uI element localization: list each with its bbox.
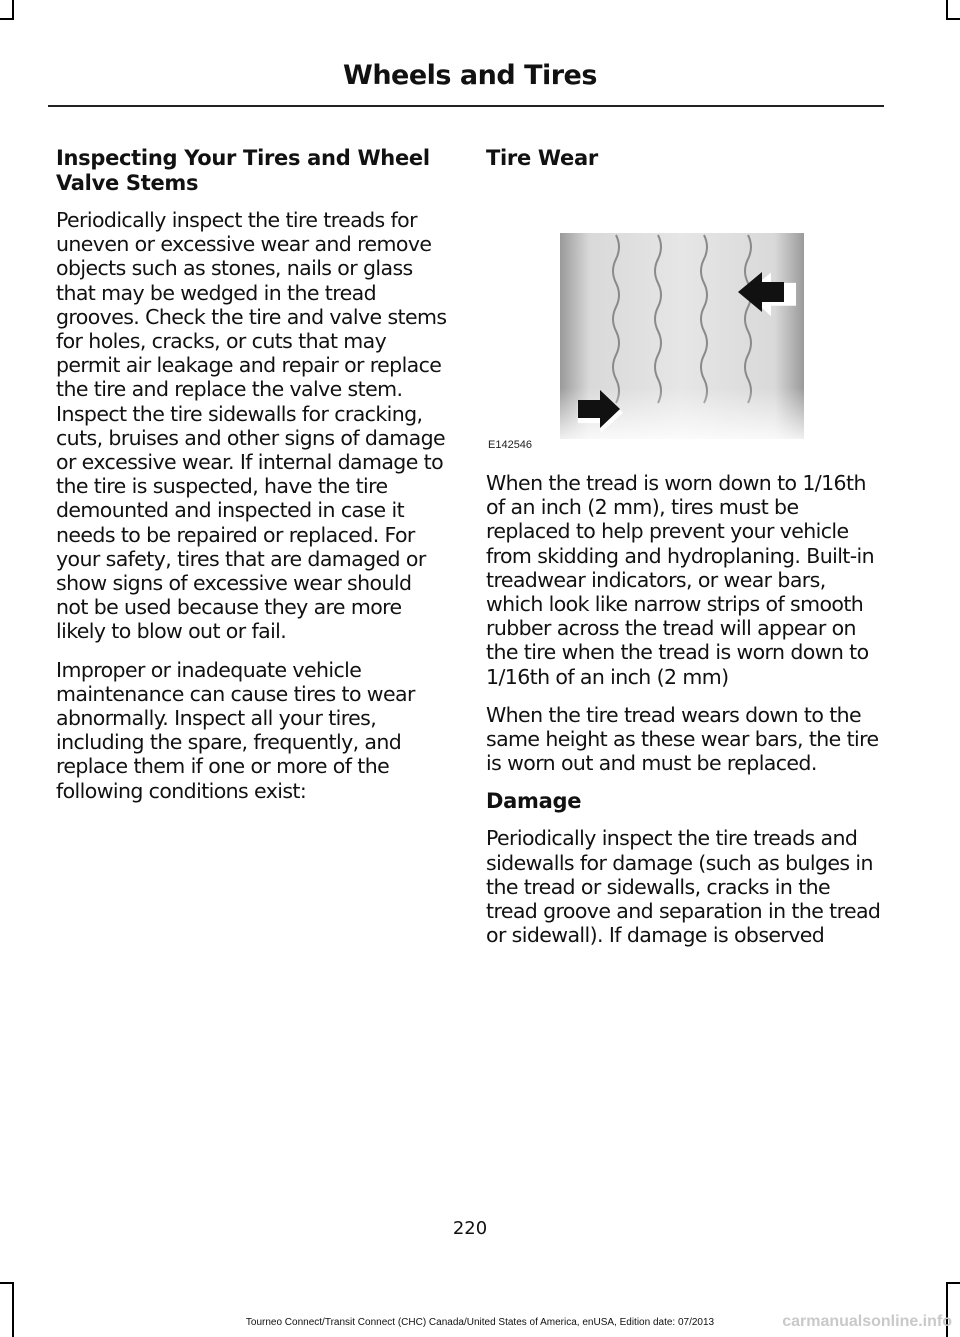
crop-mark-bottom-left-vertical xyxy=(12,1282,14,1337)
crop-mark-bottom-left-horizontal xyxy=(0,1282,14,1284)
right-column xyxy=(486,146,882,961)
crop-mark-top-left-horizontal xyxy=(0,18,14,20)
section-heading-tire-wear: Tire Wear xyxy=(486,146,598,170)
figure-code: E142546 xyxy=(488,439,533,451)
crop-mark-top-right-vertical xyxy=(946,0,948,20)
tire-tread-illustration xyxy=(486,183,878,439)
paragraph-tread-worn: When the tread is worn down to 1/16th of an inch (2 mm), tires must be replaced to help prevent your vehicle from skidding and hydroplaning. Built-in treadwear indicators, or wear bars, which look like narrow strips of smooth rubber across the tread will appear on the tire when the tread is worn down to 1/16th of an inch (2 mm) xyxy=(486,471,875,689)
paragraph-damage: Periodically inspect the tire treads and sidewalls for damage (such as bulges in the tread or sidewalls, cracks in the tread groove and separation in the tread or sidewall). If damage is observed xyxy=(486,826,881,948)
page-title: Wheels and Tires xyxy=(343,60,597,91)
paragraph-wear-bars: When the tire tread wears down to the same height as these wear bars, the tire is worn out and must be replaced. xyxy=(486,702,879,776)
paragraph-maintenance: Improper or inadequate vehicle maintenance can cause tires to wear abnormally. Inspect all your tires, including the spare, frequently, and replace them if one or more of the following conditions exist: xyxy=(56,657,415,803)
crop-mark-bottom-right-horizontal xyxy=(946,1282,960,1284)
crop-mark-top-left-vertical xyxy=(12,0,14,20)
footer-edition-info: Tourneo Connect/Transit Connect (CHC) Canada/United States of America, enUSA, Edition date: 07/2013 xyxy=(245,1317,715,1328)
watermark: carmanualsonline.info xyxy=(782,1313,952,1330)
section-heading-inspecting: Inspecting Your Tires and Wheel Valve Stems xyxy=(56,146,430,195)
page-number: 220 xyxy=(452,1218,488,1239)
tire-wear-figure xyxy=(486,183,878,453)
paragraph-inspection: Periodically inspect the tire treads for uneven or excessive wear and remove objects such as stones, nails or glass that may be wedged in the tread grooves. Check the tire and valve stems for holes, cracks, or cuts that may permit air leakage and repair or replace the tire and replace the valve stem. Inspect the tire sidewalls for cracking, cuts, bruises and other signs of damage or excessive wear. If internal damage to the tire is suspected, have the tire demounted and inspected in case it needs to be repaired or replaced. For your safety, tires that are damaged or show signs of excessive wear should not be used because they are more likely to blow out or fail. xyxy=(56,208,447,644)
crop-mark-top-right-horizontal xyxy=(946,18,960,20)
left-column xyxy=(56,146,448,817)
section-heading-damage: Damage xyxy=(486,789,582,814)
header-divider xyxy=(48,105,884,107)
